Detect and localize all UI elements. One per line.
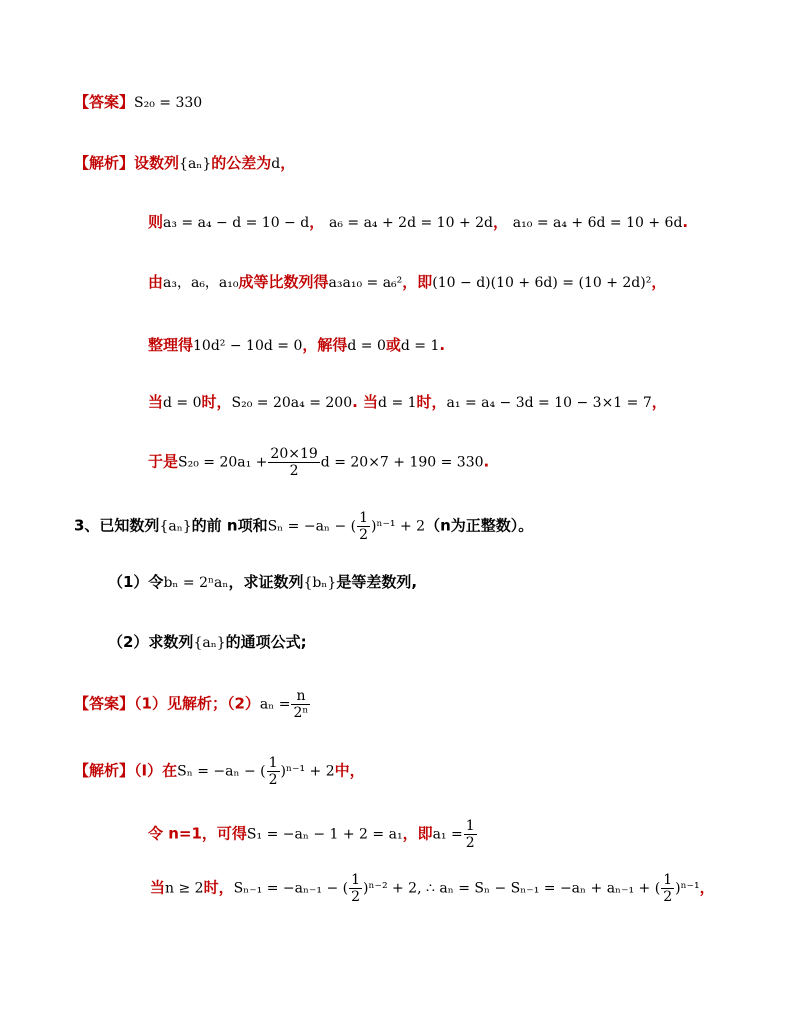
math-expr: )ⁿ⁻¹ + 2	[280, 763, 335, 780]
fraction	[357, 510, 370, 543]
step-line-4	[148, 392, 667, 413]
fraction	[661, 872, 674, 905]
answer-math: S₂₀ = 330	[134, 95, 203, 111]
analysis-label: 【解析】	[74, 761, 135, 780]
punct: ，	[493, 213, 509, 231]
step-text: 当	[150, 878, 166, 897]
fraction-numerator: 1	[351, 872, 361, 888]
math-expr: n ≥ 2	[165, 880, 204, 897]
punct: .	[682, 213, 689, 231]
answer-line-1	[74, 92, 202, 113]
step-text: 或	[385, 336, 401, 354]
step-line-7	[150, 872, 715, 905]
math-expr: )ⁿ⁻¹	[675, 880, 700, 897]
punct: ，	[651, 393, 667, 411]
step-text: 时，	[201, 393, 232, 411]
analysis-line-1	[74, 153, 295, 174]
problem-text: ，求证数列	[228, 573, 304, 591]
fraction-numerator: 1	[268, 755, 278, 771]
problem-text: 的通项公式;	[225, 633, 307, 651]
math-expr: d = 20×7 + 190 = 330	[320, 454, 484, 471]
fraction-denominator: 2	[465, 835, 475, 851]
math-expr: a₆ = a₄ + 2d = 10 + 2d	[329, 215, 493, 231]
fraction-numerator: 1	[359, 510, 369, 526]
punct: ，	[280, 154, 296, 172]
analysis-text: 设数列	[134, 154, 180, 172]
analysis-label: 【解析】	[74, 154, 135, 172]
analysis-text: 中，	[334, 761, 365, 780]
fraction	[464, 818, 477, 851]
math-expr: a₁ = a₄ − 3d = 10 − 3×1 = 7	[446, 395, 652, 411]
math-expr: aₙ =	[259, 696, 291, 713]
answer-text: （1）见解析；（2）	[134, 694, 260, 713]
math-expr: )ⁿ⁻¹ + 2	[371, 518, 426, 535]
problem-text: 3、已知数列	[74, 516, 160, 535]
math-expr: Sₙ = −aₙ − (	[267, 518, 357, 535]
step-text: ，即	[402, 824, 433, 843]
fraction-numerator: 1	[663, 872, 673, 888]
math-expr: bₙ = 2ⁿaₙ	[163, 575, 229, 591]
problem-3-statement	[74, 510, 533, 543]
fraction-denominator: 2ⁿ	[293, 705, 309, 721]
punct: ，	[699, 878, 715, 897]
step-line-2	[148, 272, 666, 293]
fraction-denominator: 2	[359, 527, 369, 543]
step-text: 时，	[203, 878, 234, 897]
fraction	[291, 688, 310, 721]
fraction-numerator: 20×19	[270, 446, 318, 462]
math-expr: Sₙ = −aₙ − (	[177, 763, 266, 780]
fraction	[267, 755, 280, 788]
step-text: ，解得	[302, 336, 348, 354]
math-expr: d = 0	[163, 395, 202, 411]
step-text: 令 n=1，可得	[148, 824, 247, 843]
answer-label: 【答案】	[74, 93, 135, 111]
math-expr: Sₙ₋₁ = −aₙ₋₁ − (	[233, 880, 349, 897]
punct: ，	[651, 273, 667, 291]
sequence-symbol: {bₙ}	[303, 575, 337, 591]
step-line-3	[148, 335, 445, 356]
fraction	[268, 446, 319, 479]
math-expr: a₁ =	[432, 826, 463, 843]
step-text: . 当	[352, 393, 379, 411]
fraction-numerator: n	[291, 688, 310, 705]
punct: ，	[309, 213, 325, 231]
step-line-5	[148, 446, 489, 479]
step-text: 则	[148, 213, 164, 231]
math-expr: d = 1	[378, 395, 417, 411]
math-expr: S₂₀ = 20a₄ = 200	[231, 395, 353, 411]
analysis-text: （I）在	[134, 761, 178, 780]
math-expr: a₃，a₆，a₁₀	[163, 275, 239, 291]
math-expr: 10d² − 10d = 0	[193, 338, 303, 354]
fraction-denominator: 2	[268, 772, 278, 788]
math-expr: S₂₀ = 20a₁ +	[178, 454, 268, 471]
step-text: 成等比数列得	[238, 273, 329, 291]
step-text: 于是	[148, 452, 179, 471]
step-text: ，即	[402, 273, 433, 291]
step-line-6	[148, 818, 478, 851]
sequence-symbol: {aₙ}	[193, 635, 226, 651]
step-line-1	[148, 212, 688, 233]
step-text: 时，	[416, 393, 447, 411]
problem-text: 的前 n项和	[191, 516, 268, 535]
fraction-denominator: 2	[663, 889, 673, 905]
fraction-denominator: 2	[351, 889, 361, 905]
punct: .	[439, 336, 446, 354]
step-text: 当	[148, 393, 164, 411]
sequence-symbol: {aₙ}	[179, 156, 212, 172]
answer-line-2	[74, 688, 311, 721]
fraction-numerator: 1	[465, 818, 475, 834]
punct: .	[483, 452, 490, 471]
math-expr: a₁₀ = a₄ + 6d = 10 + 6d	[512, 215, 683, 231]
problem-text: 是等差数列,	[336, 573, 418, 591]
sequence-symbol: {aₙ}	[159, 518, 192, 535]
math-expr: d = 1	[400, 338, 440, 354]
problem-text: （n为正整数）。	[425, 516, 534, 535]
math-expr: S₁ = −aₙ − 1 + 2 = a₁	[246, 826, 403, 843]
problem-part-1	[108, 572, 417, 593]
answer-label: 【答案】	[74, 694, 135, 713]
analysis-line-2	[74, 755, 365, 788]
step-text: 整理得	[148, 336, 194, 354]
math-expr: (10 − d)(10 + 6d) = (10 + 2d)²	[432, 275, 652, 291]
fraction	[349, 872, 362, 905]
math-expr: )ⁿ⁻² + 2, ∴ aₙ = Sₙ − Sₙ₋₁ = −aₙ + aₙ₋₁ + (	[363, 880, 661, 897]
math-expr: d = 0	[347, 338, 386, 354]
problem-text: （1）令	[108, 573, 164, 591]
analysis-text: 的公差为	[211, 154, 272, 172]
fraction-denominator: 2	[289, 463, 299, 479]
math-d: d	[271, 156, 281, 172]
problem-text: （2）求数列	[108, 633, 194, 651]
math-expr: a₃a₁₀ = a₆²	[328, 275, 403, 291]
step-text: 由	[148, 273, 164, 291]
problem-part-2	[108, 632, 307, 653]
math-expr: a₃ = a₄ − d = 10 − d	[163, 215, 310, 231]
